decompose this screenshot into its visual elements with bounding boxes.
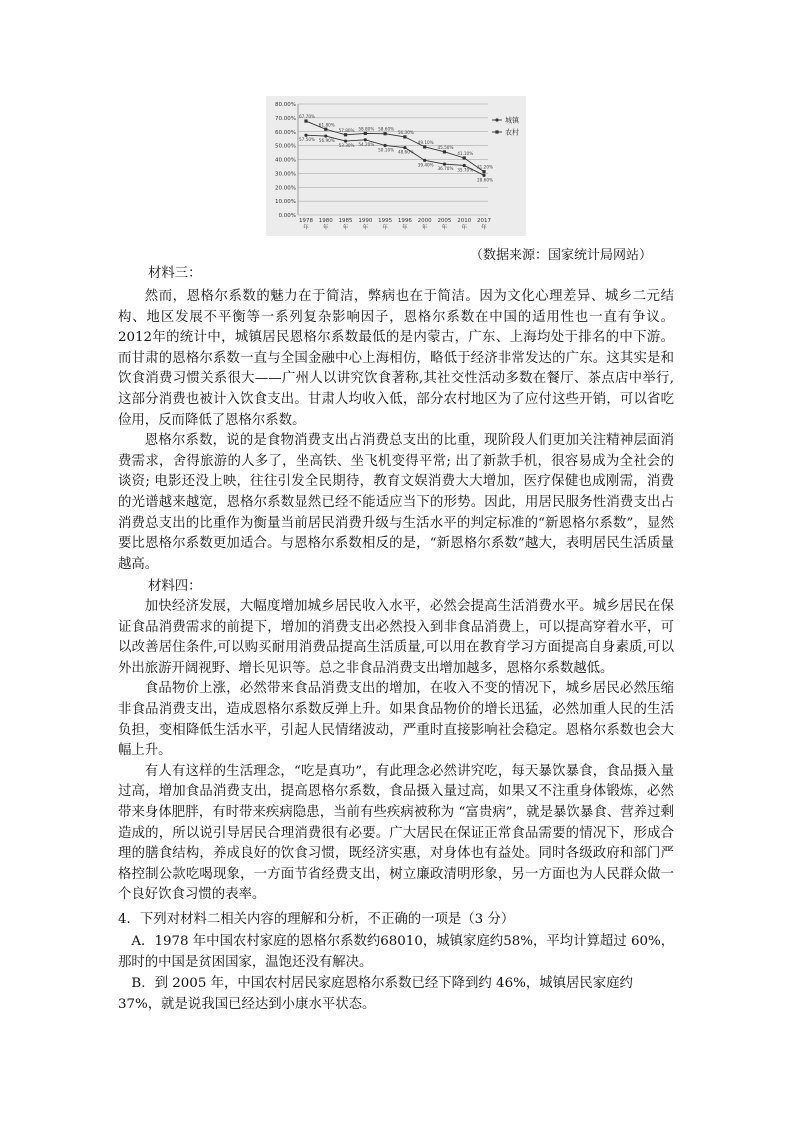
x-tick-unit: 年 xyxy=(481,225,487,231)
x-tick-unit: 年 xyxy=(342,225,349,231)
y-tick-label: 70.00% xyxy=(275,115,296,122)
data-point-rural xyxy=(443,150,446,153)
x-tick-unit: 年 xyxy=(362,225,369,231)
data-label: 28.60% xyxy=(477,177,493,183)
x-tick-unit: 年 xyxy=(441,225,448,231)
data-point-rural xyxy=(344,133,347,136)
data-point-rural xyxy=(463,156,466,159)
material4-paragraph-1: 加快经济发展，大幅度增加城乡居民收入水平，必然会提高生活消费水平。城乡居民在保证食品消费需求的前提下，增加的消费支出必然投入到非食品消费上，可以提高穿着水平，可以改善居住条件,可以购买耐用消费品提高生活质量,可以用在教育学习方面提高自身素质,可以外出旅游开阔视野、增长见识等。总之非食品消费支出增加越多，恩格尔系数越低。 xyxy=(118,599,674,676)
data-point-rural xyxy=(304,119,307,122)
x-tick-label: 2005 xyxy=(437,218,452,224)
data-point-rural xyxy=(324,128,327,131)
material3-heading: 材料三： xyxy=(148,266,202,281)
x-tick-unit: 年 xyxy=(382,225,388,231)
data-label: 67.70% xyxy=(299,114,315,120)
y-tick-label: 60.00% xyxy=(275,129,296,136)
data-label: 57.80% xyxy=(338,127,355,133)
x-tick-label: 1990 xyxy=(358,218,373,224)
data-label: 48.60% xyxy=(397,149,414,155)
data-label: 56.30% xyxy=(397,129,414,135)
question-stem: 4．下列对材料二相关内容的理解和分析，不正确的一项是（3 分） xyxy=(118,912,515,927)
y-tick-label: 20.00% xyxy=(275,185,296,192)
x-tick-unit: 年 xyxy=(461,225,467,231)
data-point-rural xyxy=(403,135,406,138)
data-label: 61.80% xyxy=(318,122,335,128)
data-point-rural xyxy=(423,145,426,148)
data-label: 45.50% xyxy=(437,144,454,150)
x-tick-unit: 年 xyxy=(303,225,309,231)
x-tick-label: 1980 xyxy=(318,218,333,224)
data-label: 57.50% xyxy=(299,137,315,143)
data-label: 54.20% xyxy=(358,141,375,147)
data-label: 50.10% xyxy=(378,147,395,153)
x-tick-label: 2017 xyxy=(477,218,491,224)
data-source-note: （数据来源：国家统计局网站） xyxy=(470,248,653,263)
material4-paragraph-3: 有人有这样的生活理念，“吃是真功”，有此理念必然讲究吃，每天暴饮暴食，食品摄入量过高，增加食品消费支出，提高恩格尔系数，食品摄入量过高，如果又不注重身体锻炼，必然带来身体肥胖，有时带来疾病隐患，当前有些疾病被称为 “富贵病”，就是暴饮暴食、营养过剩造成的，所以说引导居民合理消费很有必要。广大居民在保证正常食品需要的情况下，形成合理的膳食结构，养成良好的饮食习惯，既经济实惠，对身体也有益处。同时各级政府和部门严格控制公款吃喝现象，一方面节省经费支出，树立廉政清明形象，另一方面也为人民群众做一个良好饮食习惯的表率。 xyxy=(118,763,674,903)
material4-paragraph-2: 食品物价上涨，必然带来食品消费支出的增加，在收入不变的情况下，城乡居民必然压缩非食品消费支出，造成恩格尔系数反弹上升。如果食品物价的增长迅猛，必然加重人民的生活负担，变相降低生活水平，引起人民情绪波动，严重时直接影响社会稳定。恩格尔系数也会大幅上升。 xyxy=(118,681,674,759)
material4-body xyxy=(118,597,674,906)
data-label: 36.70% xyxy=(437,166,454,172)
y-tick-label: 80.00% xyxy=(275,102,296,108)
legend-label: 农村 xyxy=(505,128,519,137)
data-label: 35.70% xyxy=(457,167,474,173)
y-tick-label: 40.00% xyxy=(275,157,296,164)
data-point-rural xyxy=(384,132,387,135)
data-label: 31.20% xyxy=(477,164,493,170)
legend-marker-urban xyxy=(495,118,498,121)
x-tick-label: 1978 xyxy=(299,218,313,224)
data-label: 53.30% xyxy=(338,143,355,149)
data-label: 56.90% xyxy=(318,138,335,144)
engel-coefficient-chart xyxy=(266,96,526,236)
data-label: 58.80% xyxy=(358,126,375,132)
y-tick-label: 10.00% xyxy=(275,199,296,206)
legend-marker-rural xyxy=(495,130,498,133)
data-label: 49.10% xyxy=(417,139,434,145)
data-label: 58.60% xyxy=(378,126,395,132)
x-tick-unit: 年 xyxy=(323,225,329,231)
material3-body xyxy=(118,287,674,575)
y-tick-label: 30.00% xyxy=(275,171,296,178)
material3-paragraph-1: 然而，恩格尔系数的魅力在于简洁，弊病也在于简洁。因为文化心理差异、城乡二元结构、地区发展不平衡等一系列复杂影响因子，恩格尔系数在中国的适用性也一直有争议。2012年的统计中，城镇居民恩格尔系数最低的是内蒙古，广东、上海均处于排名的中下游。而甘肃的恩格尔系数一直与全国金融中心上海相仿，略低于经济非常发达的广东。这其实是和饮食消费习惯关系很大——广州人以讲究饮食著称,其社交性活动多数在餐厅、茶点店中举行,这部分消费也被计入饮食支出。甘肃人均收入低，部分农村地区为了应付这些开销，可以省吃俭用，反而降低了恩格尔系数。 xyxy=(118,289,674,428)
x-tick-label: 2010 xyxy=(457,218,472,224)
x-tick-unit: 年 xyxy=(402,225,408,231)
line-chart xyxy=(266,96,526,236)
data-point-rural xyxy=(364,132,367,135)
data-point-rural xyxy=(482,170,485,173)
y-tick-label: 50.00% xyxy=(275,143,296,150)
material4-heading: 材料四： xyxy=(148,579,202,594)
data-label: 41.10% xyxy=(457,150,474,156)
material3-paragraph-2: 恩格尔系数，说的是食物消费支出占消费总支出的比重，现阶段人们更加关注精神层面消费需求，舍得旅游的人多了，坐高铁、坐飞机变得平常; 出了新款手机，很容易成为全社会的谈资; 电影还没上映，往往引发全民期待，教育文娱消费大大增加，医疗保健也成刚需，消费的光谱越来越宽，恩格尔系数显然已经不能适应当下的形势。因此，用居民服务性消费支出占消费总支出的比重作为衡量当前居民消费升级与生活水平的判定标准的“新恩格尔系数”，显然要比恩格尔系数更加适合。与恩格尔系数相反的是，“新恩格尔系数”越大，表明居民生活质量越高。 xyxy=(118,433,674,572)
x-tick-label: 1985 xyxy=(338,218,353,224)
x-tick-label: 2000 xyxy=(417,218,432,224)
y-tick-label: 0.00% xyxy=(278,213,296,219)
legend-label: 城镇 xyxy=(505,116,519,125)
data-label: 39.40% xyxy=(417,162,434,168)
x-tick-unit: 年 xyxy=(421,225,428,231)
x-tick-label: 1996 xyxy=(397,218,412,224)
option-a: A．1978 年中国农村家庭的恩格尔系数约68010，城镇家庭约58%，平均计算超过 60%，那时的中国是贫困国家，温饱还没有解决。 xyxy=(118,934,675,970)
x-tick-label: 1995 xyxy=(378,218,393,224)
option-b: B．到 2005 年，中国农村居民家庭恩格尔系数已经下降到约 46%，城镇居民家庭约 37%，就是说我国已经达到小康水平状态。 xyxy=(118,976,633,1012)
